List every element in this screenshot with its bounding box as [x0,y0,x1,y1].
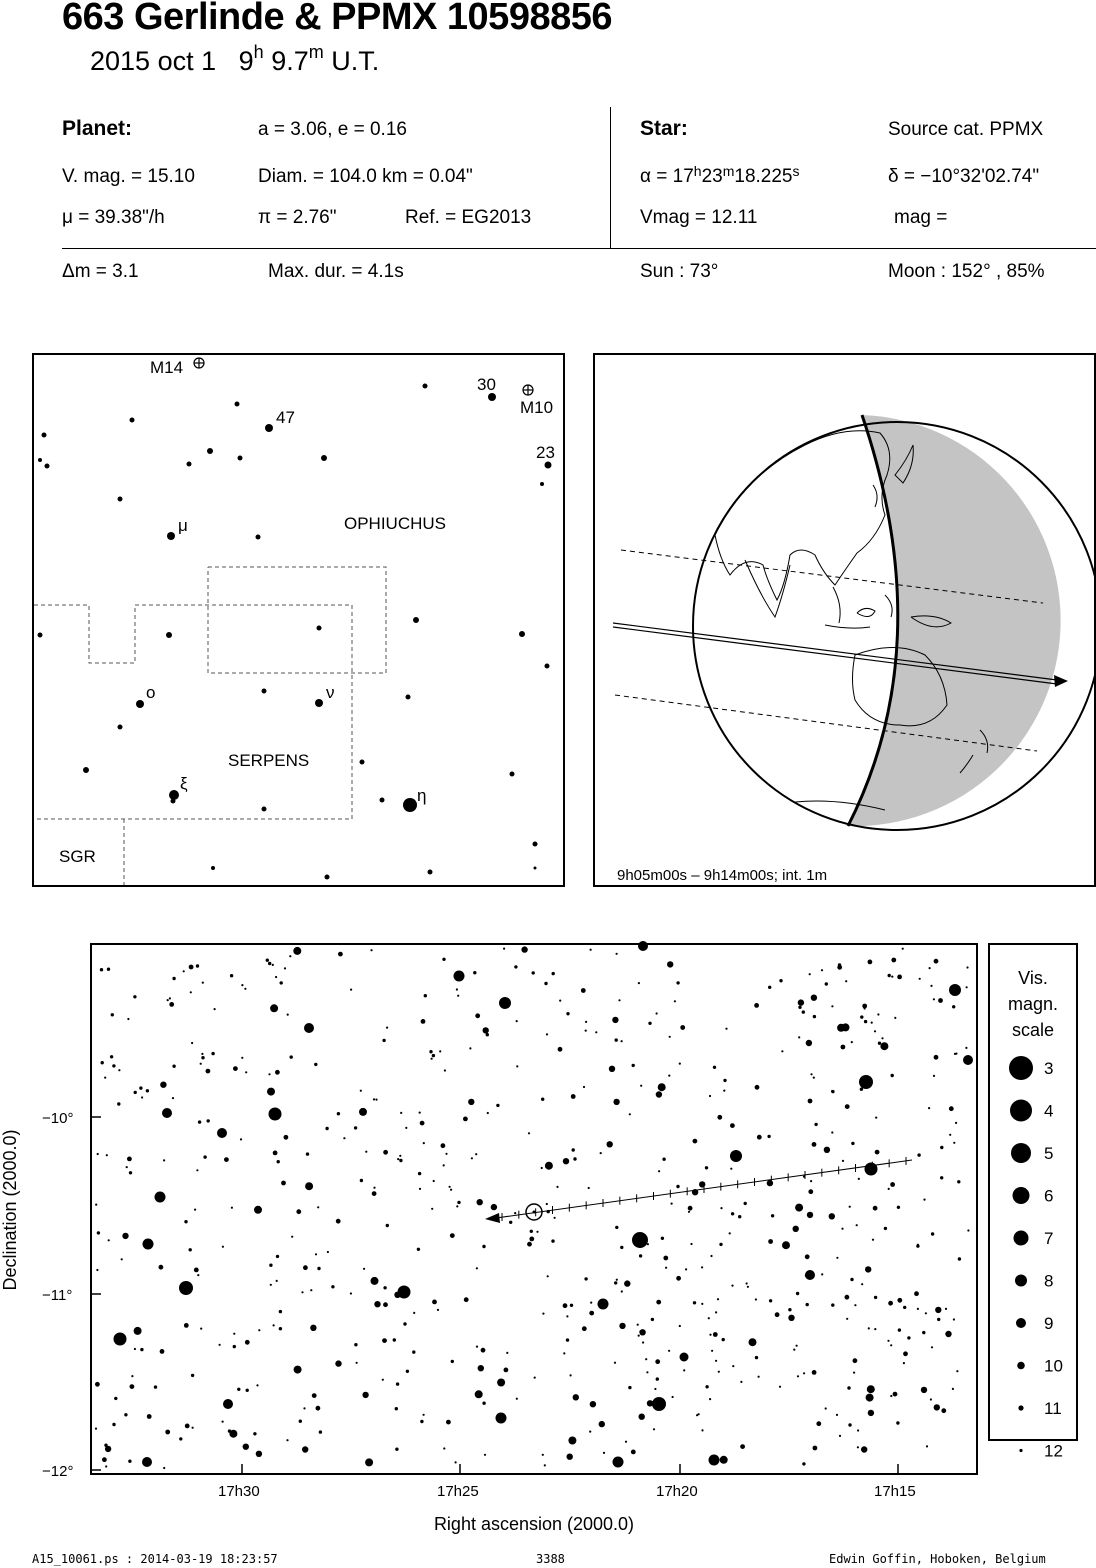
max-duration: Max. dur. = 4.1s [268,261,404,282]
legend-symbol [1015,1275,1027,1287]
yaxis-label: Declination (2000.0) [0,1129,20,1291]
page-title: 663 Gerlinde & PPMX 10598856 [62,0,612,38]
legend-label: 7 [1044,1229,1054,1248]
track-arrow [485,1213,500,1223]
star-ra-min: 23 [701,166,723,187]
legend-label: 6 [1044,1186,1054,1206]
label-m10: M10 [520,398,554,417]
star-ra [640,163,800,188]
label-sgr: SGR [59,847,96,866]
planet-orbit: a = 3.06, e = 0.16 [258,119,407,140]
event-minute: 9.7 [271,46,309,76]
finder-chart-canvas [34,355,563,885]
planet-diameter: Diam. = 104.0 km = 0.04" [258,166,473,187]
planet-heading: Planet: [62,117,133,140]
planet-parallax: π = 2.76" [258,207,337,228]
bright-stars [114,941,974,1468]
axis-ticks [91,1117,898,1474]
xaxis-label: Right ascension (2000.0) [433,1514,635,1534]
finder-stars [38,384,552,880]
legend-symbol [1009,1056,1033,1080]
star-heading: Star: [640,117,688,140]
event-hour: 9 [238,46,254,76]
xtick-17h25: 17h25 [437,1483,479,1500]
xtick-17h15: 17h15 [874,1483,916,1500]
globe-caption: 9h05m00s – 9h14m00s; int. 1m [617,867,828,884]
label-30: 30 [477,375,496,394]
label-ophiuchus: OPHIUCHUS [344,514,447,533]
legend-symbol [1017,1362,1025,1370]
legend-symbol [1019,1449,1022,1452]
minute-unit: m [308,42,324,62]
legend-label: 10 [1044,1356,1063,1376]
legend-label: 8 [1044,1271,1054,1291]
star-ra-prefix: α = 17 [640,166,694,187]
finder-chart [32,353,565,887]
legend-label: 5 [1044,1144,1054,1163]
legend-title-line3: scale [1011,1020,1055,1040]
legend-symbol [1018,1405,1023,1410]
time-scale: U.T. [331,46,380,76]
label-eta: η [417,786,427,805]
ytick-11: −11° [42,1287,73,1304]
footer-file: A15_10061.ps : 2014-03-19 18:23:57 [32,1552,278,1566]
star-source: Source cat. PPMX [888,119,1044,140]
legend-label: 9 [1044,1314,1054,1333]
planet-vmag: V. mag. = 15.10 [62,166,195,187]
legend-label: 3 [1044,1059,1054,1078]
track-ticks [502,1157,906,1221]
moon-info: Moon : 152° , 85% [888,261,1045,282]
globe-panel [593,353,1096,887]
star-mag: mag = [894,207,948,228]
legend-label: 4 [1044,1101,1054,1121]
legend-symbol [1010,1100,1032,1122]
label-m14: M14 [150,358,184,377]
ytick-12: −12° [42,1463,74,1480]
event-datetime [90,42,380,77]
header-divider-vertical [610,107,611,248]
legend-symbol [1011,1143,1031,1163]
star-dec: δ = −10°32'02.74" [888,166,1040,187]
legend-entries [1009,1056,1063,1461]
planet-motion: μ = 39.38"/h [62,207,165,228]
delta-mag: Δm = 3.1 [62,261,139,282]
legend-title-line2: magn. [1007,994,1059,1014]
label-47: 47 [276,408,295,427]
star-vmag: Vmag = 12.11 [640,207,758,228]
legend-label: 12 [1044,1441,1063,1461]
label-mu: μ [178,516,188,535]
hour-unit: h [253,42,264,62]
planet-reference: Ref. = EG2013 [405,207,532,228]
track-direction-arrow [1054,675,1068,687]
ra-h-unit: h [693,163,702,179]
label-23: 23 [536,443,555,462]
star-chart [0,930,1096,1550]
magnitude-legend [989,944,1077,1440]
label-nu: ν [326,683,335,702]
target-star [533,1211,536,1214]
header-divider-horizontal [62,248,1096,249]
ytick-10: −10° [42,1110,74,1127]
legend-symbol [1014,1231,1029,1246]
legend-title-line1: Vis. [1018,968,1048,988]
event-date: 2015 oct 1 [90,46,217,76]
legend-symbol [1016,1318,1026,1328]
xtick-17h30: 17h30 [218,1483,260,1500]
xtick-17h20: 17h20 [656,1483,698,1500]
constellation-boundaries [34,567,386,885]
label-omicron: o [146,683,156,702]
legend-symbol [1013,1187,1030,1204]
legend-label: 11 [1044,1399,1062,1418]
sun-elongation: Sun : 73° [640,261,719,282]
label-xi: ξ [180,774,188,793]
footer-id: 3388 [536,1552,565,1566]
ra-m-unit: m [722,163,735,179]
footer-author: Edwin Goffin, Hoboken, Belgium [829,1552,1046,1566]
ra-s-unit: s [792,163,800,179]
star-ra-sec: 18.225 [734,166,793,187]
field-stars [95,946,970,1469]
label-serpens: SERPENS [228,751,310,770]
star-chart-frame [91,944,977,1474]
globe-canvas [595,355,1094,885]
